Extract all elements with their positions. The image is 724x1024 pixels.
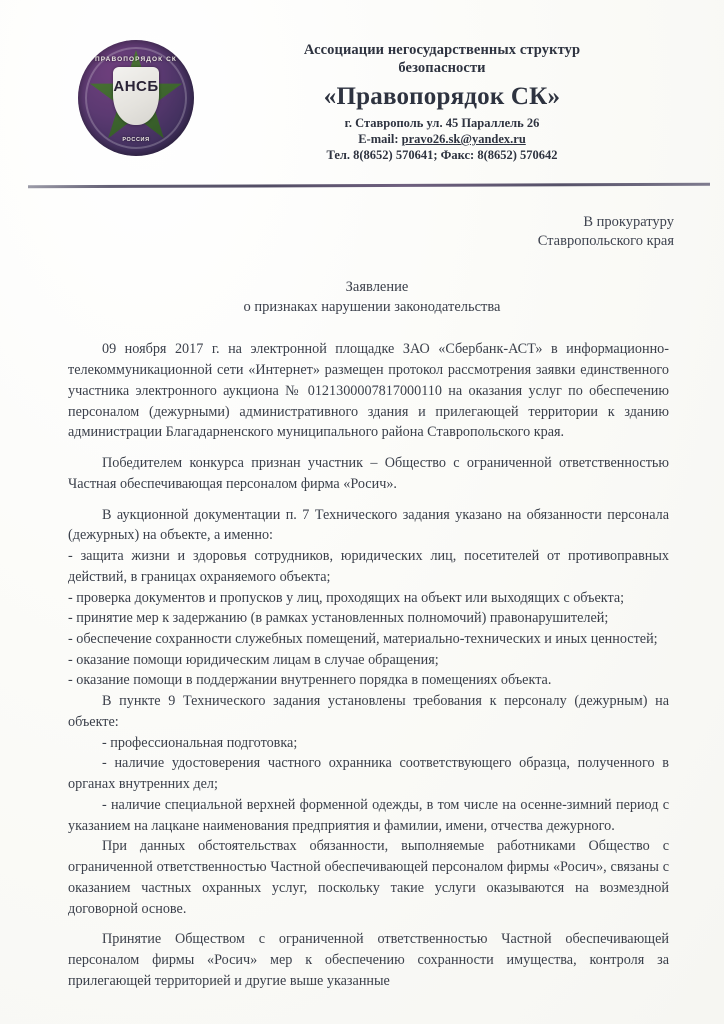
organization-address: г. Ставрополь ул. 45 Параллель 26 bbox=[344, 115, 540, 130]
list-item: - оказание помощи в поддержании внутреннего порядка в помещениях объекта. bbox=[68, 672, 552, 689]
organization-line-2: безопасности bbox=[398, 59, 486, 76]
letterhead-divider bbox=[28, 182, 710, 188]
paragraph-requirements-intro: В пункте 9 Технического задания установлены требования к персоналу (дежурным) на объекте: bbox=[68, 693, 669, 730]
list-item: - наличие удостоверения частного охранника соответствующего образца, полученного в органах внутренних дел; bbox=[68, 755, 669, 793]
letterhead bbox=[0, 0, 724, 164]
addressee-line-1: В прокуратуру bbox=[583, 213, 674, 230]
list-item: - принятие мер к задержанию (в рамках установленных полномочий) правонарушителей; bbox=[68, 610, 609, 627]
logo-shield-text: АНСБ bbox=[113, 78, 159, 95]
paragraph-duties-intro: В аукционной документации п. 7 Технического задания указано на обязанности персонала (дежурных) на объекте, а именно: bbox=[68, 506, 669, 544]
organization-logo-icon bbox=[78, 40, 194, 156]
list-item: - оказание помощи юридическим лицам в случае обращения; bbox=[68, 651, 439, 668]
document-body bbox=[0, 339, 724, 991]
logo-container bbox=[72, 34, 200, 156]
list-item: - проверка документов и пропусков у лиц, проходящих на объект или выходящих с объекта; bbox=[68, 589, 625, 606]
logo-arc-bottom-text: РОССИЯ bbox=[122, 137, 150, 143]
logo-shield-icon bbox=[113, 67, 159, 125]
email-label: E-mail: bbox=[358, 132, 399, 147]
organization-line-1: Ассоциации негосударственных структур bbox=[303, 42, 581, 58]
document-title-block bbox=[0, 277, 724, 317]
document-subtitle: о признаках нарушении законодательства bbox=[243, 299, 501, 316]
paragraph-auction-notice: 09 ноября 2017 г. на электронной площадке ЗАО «Сбербанк-АСТ» в информационно-телекоммуникационной сети «Интернет» размещен протокол рассмотрения заявки единственного участника электронного аукциона № 0121300007817000110 на оказания услуг по обеспечению персоналом (дежурными) административного здания и прилегающей территории к зданию администрации Благадарненского муниципального района Ставропольского края. bbox=[68, 341, 669, 441]
email-link[interactable]: pravo26.sk@yandex.ru bbox=[401, 132, 526, 147]
list-item: - наличие специальной верхней форменной одежды, в том числе на осенне-зимний период с указанием на лацкане наименования предприятия и фамилии, имени, отчества дежурного. bbox=[68, 796, 669, 834]
organization-name: «Правопорядок СК» bbox=[323, 83, 561, 111]
addressee-line-2: Ставропольского края bbox=[537, 233, 674, 250]
paragraph-conclusion-two: Принятие Обществом с ограниченной ответственностью Частной обеспечивающей персоналом фирмы «Росич» мер к обеспечению сохранности имущества, контроля за прилегающей территорией и другие выше указанные bbox=[68, 931, 669, 989]
paragraph-winner: Победителем конкурса признан участник – Общество с ограниченной ответственностью Частная обеспечивающая персоналом фирма «Росич». bbox=[68, 455, 669, 492]
document-title: Заявление bbox=[345, 279, 409, 296]
organization-email-line bbox=[200, 132, 684, 147]
list-item: - обеспечение сохранности служебных помещений, материально-технических и иных ценностей; bbox=[68, 631, 658, 648]
letterhead-text bbox=[200, 34, 684, 164]
list-item: - защита жизни и здоровья сотрудников, юридических лиц, посетителей от противоправных действий, в границах охраняемого объекта; bbox=[68, 548, 669, 585]
paragraph-conclusion-one: При данных обстоятельствах обязанности, выполняемые работниками Общество с ограниченной ответственностью Частной обеспечивающей персоналом фирмы «Росич», связаны с оказанием частных охранных услуг, поскольку такие услуги оказываются на возмездной договорной основе. bbox=[68, 838, 669, 917]
list-item: - профессиональная подготовка; bbox=[102, 734, 298, 751]
organization-phone: Тел. 8(8652) 570641; Факс: 8(8652) 570642 bbox=[326, 148, 558, 163]
logo-arc-top-text: ПРАВОПОРЯДОК СК bbox=[95, 56, 177, 63]
addressee-block bbox=[0, 213, 724, 252]
